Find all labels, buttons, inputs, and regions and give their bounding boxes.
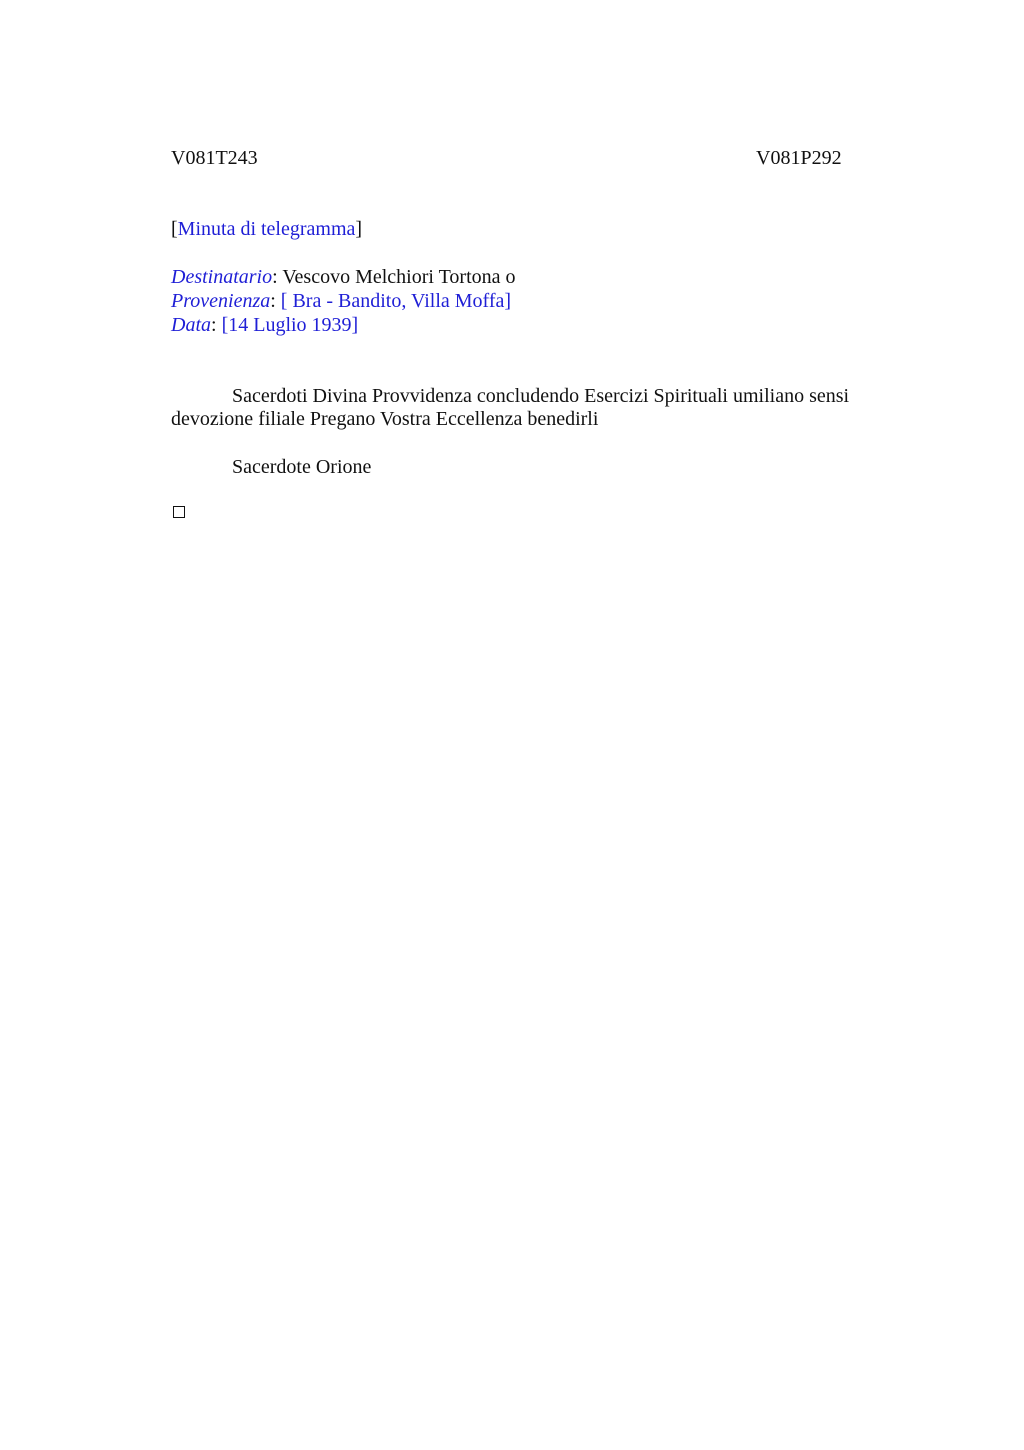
signature: Sacerdote Orione	[232, 456, 372, 478]
doc-type-open-bracket: [	[171, 218, 178, 240]
provenienza-separator: :	[270, 290, 281, 312]
body-line-2: devozione filiale Pregano Vostra Eccellenza benedirli	[171, 408, 599, 430]
checkbox-square-icon	[173, 506, 185, 518]
data-separator: :	[211, 314, 222, 336]
document-code-right: V081P292	[756, 147, 842, 169]
document-page	[171, 0, 891, 1450]
data-label: Data	[171, 314, 211, 336]
doc-type-close-bracket: ]	[355, 218, 363, 240]
doc-type-label: Minuta di telegramma	[177, 218, 356, 240]
meta-provenienza	[171, 289, 511, 313]
body-line-1-text: Sacerdoti Divina Provvidenza concludendo Esercizi Spirituali umiliano sensi	[232, 385, 850, 407]
provenienza-value: [ Bra - Bandito, Villa Moffa]	[280, 290, 512, 312]
destinatario-value: : Vescovo Melchiori Tortona o	[272, 266, 516, 288]
provenienza-label: Provenienza	[171, 290, 271, 312]
document-code-left: V081T243	[171, 147, 258, 169]
meta-data	[171, 313, 358, 337]
document-type	[171, 217, 362, 241]
data-value: [14 Luglio 1939]	[221, 314, 359, 336]
meta-destinatario	[171, 265, 516, 289]
destinatario-label: Destinatario	[171, 266, 273, 288]
body-line-1	[171, 384, 849, 408]
